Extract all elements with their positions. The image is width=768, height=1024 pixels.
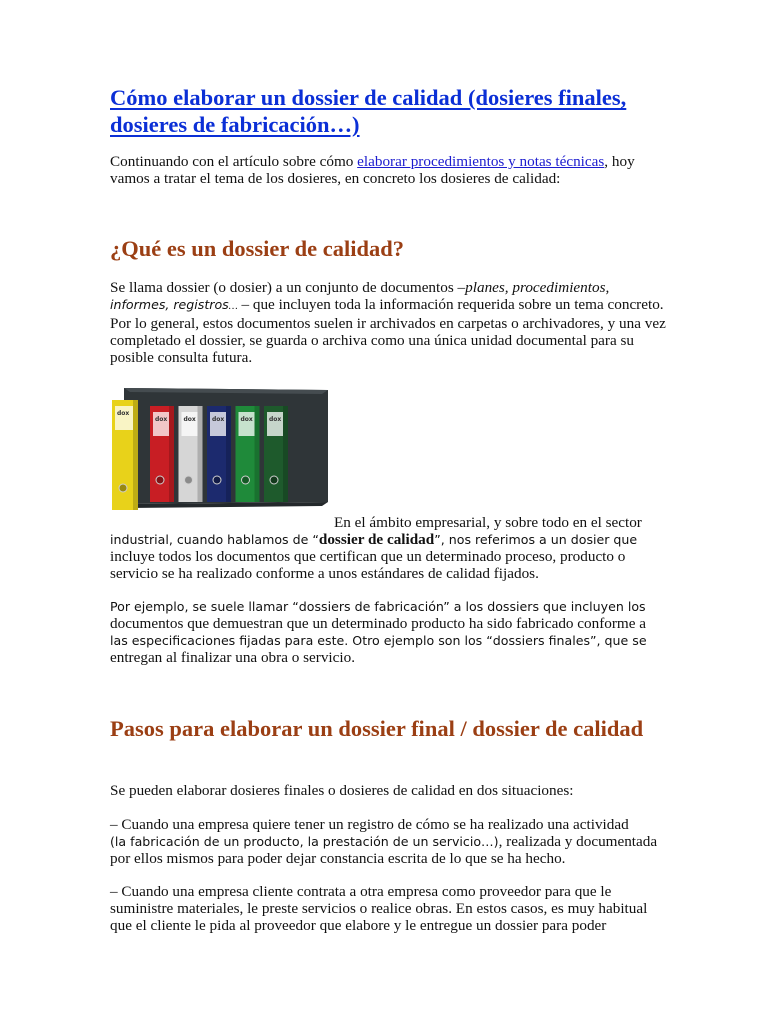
binder-1 bbox=[112, 400, 138, 510]
procedures-link[interactable]: elaborar procedimientos y notas técnicas bbox=[357, 153, 605, 170]
section-heading-what-is: ¿Qué es un dossier de calidad? bbox=[110, 236, 405, 261]
binder-6 bbox=[264, 406, 288, 502]
dossier-de-calidad-term: dossier de calidad bbox=[318, 531, 435, 548]
definition-paragraph: Se llama dossier (o dosier) a un conjunto de documentos –planes, procedimientos, informes, registros… – que incluyen toda la información requerida sobre un tema concreto. Por lo general, estos documentos suelen ir archivados en carpetas o archivadores, y una vez completado el dossier, se guarda o archiva como una única unidad documental para su posible consulta futura. bbox=[110, 279, 666, 366]
context-line: En el ámbito empresarial, y sobre todo en el sector bbox=[334, 514, 642, 531]
binder-label: dox bbox=[269, 416, 282, 423]
situation-1: – Cuando una empresa quiere tener un registro de cómo se ha realizado una actividad (la fabricación de un producto, la prestación de un servicio…), realizada y documentada por ellos mismos para poder dejar constancia escrita de lo que se ha hecho. bbox=[110, 816, 658, 867]
example-paragraph: Por ejemplo, se suele llamar “dossiers de fabricación” a los dossiers que incluyen los documentos que demuestran que un determinado producto ha sido fabricado conforme a las especificaciones fijadas para este. Otro ejemplo son los “dossiers finales”, que se entregan al finalizar una obra o servicio. bbox=[110, 599, 647, 666]
binder-label: dox bbox=[212, 416, 225, 423]
binders-image bbox=[110, 386, 330, 514]
binder-3 bbox=[179, 406, 203, 502]
article-title-link[interactable]: Cómo elaborar un dossier de calidad (dosieres finales, dosieres de fabricación…) bbox=[110, 85, 627, 137]
binder-label: dox bbox=[240, 416, 253, 423]
binder-label: dox bbox=[155, 416, 168, 423]
binder-4 bbox=[207, 406, 231, 502]
situations-paragraph: Se pueden elaborar dosieres finales o dosieres de calidad en dos situaciones: bbox=[110, 782, 574, 799]
binder-label: dox bbox=[183, 416, 196, 423]
binder-2 bbox=[150, 406, 174, 502]
article-title[interactable] bbox=[110, 84, 670, 138]
context-paragraph: industrial, cuando hablamos de “dossier de calidad”, nos referimos a un dosier que incluye todos los documentos que certifican que un determinado proceso, producto o servicio se ha realizado conforme a unos estándares de calidad fijados. bbox=[110, 531, 638, 582]
binder-5 bbox=[236, 406, 260, 502]
intro-paragraph: Continuando con el artículo sobre cómo elaborar procedimientos y notas técnicas, hoy vamos a tratar el tema de los dosieres, en concreto los dosieres de calidad: bbox=[110, 153, 635, 187]
binder-label: dox bbox=[117, 410, 130, 417]
section-heading-steps: Pasos para elaborar un dossier final / dossier de calidad bbox=[110, 716, 644, 741]
situation-2: – Cuando una empresa cliente contrata a otra empresa como proveedor para que le suministre materiales, le preste servicios o realice obras. En estos casos, es muy habitual que el cliente le pida al proveedor que elabore y le entregue un dossier para poder bbox=[110, 883, 648, 934]
